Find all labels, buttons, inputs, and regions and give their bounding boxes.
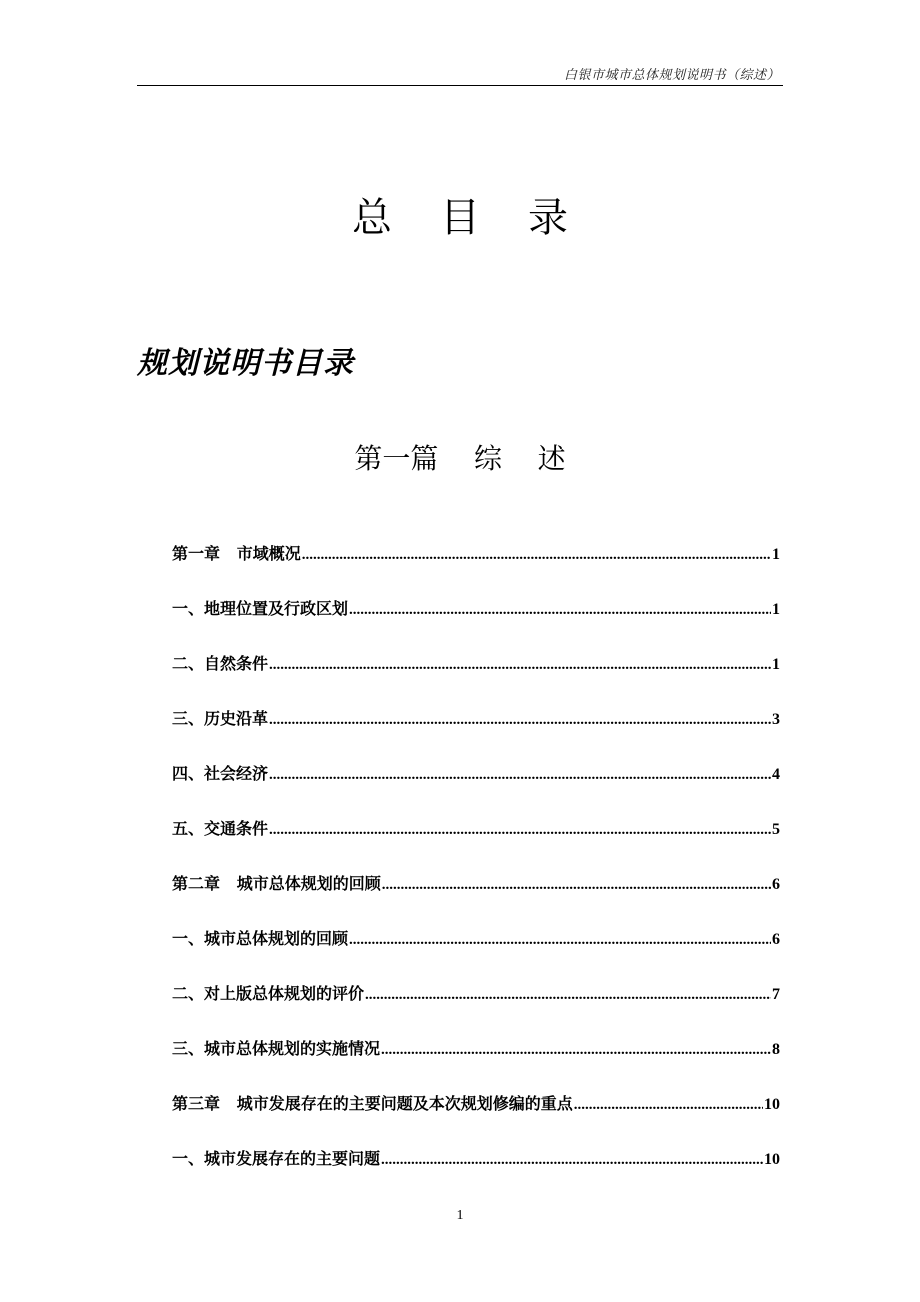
toc-entry[interactable]	[172, 761, 780, 816]
toc-entry-label: 五、交通条件	[172, 819, 269, 838]
toc-entry[interactable]	[172, 1146, 780, 1201]
toc-dot-leader	[269, 767, 771, 784]
toc-entry-page: 1	[772, 656, 780, 673]
toc-entry[interactable]	[172, 596, 780, 651]
toc-entry-label: 一、城市发展存在的主要问题	[172, 1149, 381, 1168]
toc-dot-leader	[349, 602, 771, 619]
toc-dot-leader	[349, 932, 771, 949]
toc-entry-page: 5	[772, 821, 780, 838]
section-title: 规划说明书目录	[137, 346, 354, 381]
toc-entry[interactable]	[172, 706, 780, 761]
page-number: 1	[456, 1208, 464, 1223]
toc-dot-leader	[381, 1152, 763, 1169]
toc-dot-leader	[269, 712, 771, 729]
toc-entry-page: 1	[772, 601, 780, 618]
toc-entry-page: 8	[772, 1041, 780, 1058]
toc-entry[interactable]	[172, 1036, 780, 1091]
toc-entry-page: 1	[772, 546, 780, 563]
toc-entry-page: 10	[764, 1096, 780, 1113]
toc-entry-page: 6	[772, 876, 780, 893]
toc-dot-leader	[381, 1042, 771, 1059]
part-title: 第一篇 综 述	[354, 442, 566, 475]
toc-dot-leader	[302, 547, 771, 564]
toc-entry-label: 三、城市总体规划的实施情况	[172, 1039, 381, 1058]
toc-entry-page: 6	[772, 931, 780, 948]
toc-dot-leader	[269, 657, 771, 674]
toc-entry-page: 4	[772, 766, 780, 783]
toc-entry[interactable]	[172, 1091, 780, 1146]
toc-entry-label: 一、城市总体规划的回顾	[172, 929, 349, 948]
toc-entry-label: 三、历史沿革	[172, 709, 269, 728]
toc-entry[interactable]	[172, 541, 780, 596]
toc-dot-leader	[382, 877, 771, 894]
toc-entry-page: 3	[772, 711, 780, 728]
table-of-contents	[172, 541, 780, 1201]
toc-entry[interactable]	[172, 981, 780, 1036]
toc-entry-label: 四、社会经济	[172, 764, 269, 783]
toc-entry-label: 二、自然条件	[172, 654, 269, 673]
toc-entry-label: 二、对上版总体规划的评价	[172, 984, 365, 1003]
toc-entry-page: 7	[772, 986, 780, 1003]
toc-dot-leader	[574, 1097, 763, 1114]
toc-dot-leader	[365, 987, 771, 1004]
toc-entry-page: 10	[764, 1151, 780, 1168]
toc-entry-label: 第三章 城市发展存在的主要问题及本次规划修编的重点	[172, 1094, 573, 1113]
toc-entry[interactable]	[172, 871, 780, 926]
toc-entry[interactable]	[172, 651, 780, 706]
header-divider	[137, 85, 783, 86]
toc-entry[interactable]	[172, 926, 780, 981]
toc-entry-label: 一、地理位置及行政区划	[172, 599, 349, 618]
running-header: 白银市城市总体规划说明书（综述）	[563, 68, 780, 83]
toc-entry[interactable]	[172, 816, 780, 871]
toc-entry-label: 第一章 市域概况	[172, 544, 301, 563]
document-title: 总目录	[352, 195, 616, 241]
toc-entry-label: 第二章 城市总体规划的回顾	[172, 874, 381, 893]
toc-dot-leader	[269, 822, 771, 839]
